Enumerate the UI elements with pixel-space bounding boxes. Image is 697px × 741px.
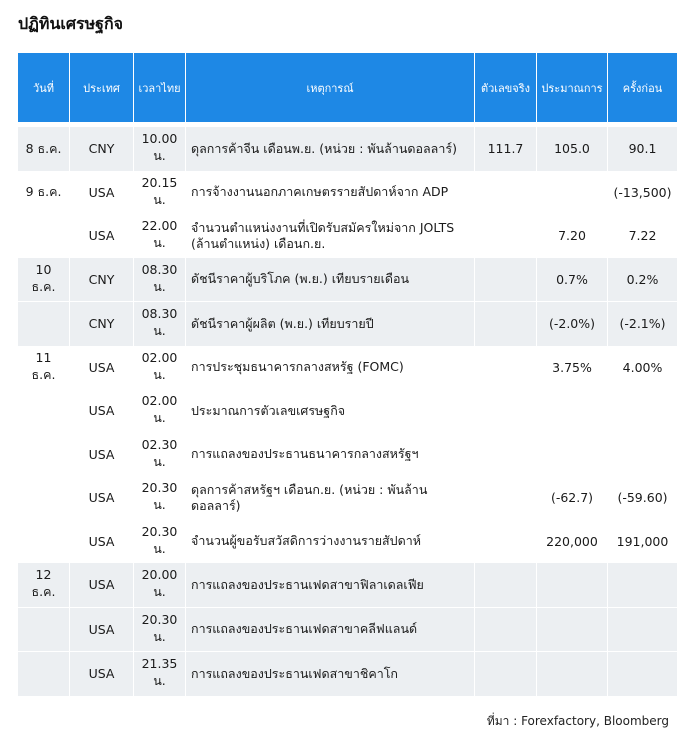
row-time: 08.30 น. xyxy=(134,301,186,346)
row-date: 11 ธ.ค. xyxy=(18,346,70,390)
row-actual xyxy=(475,651,537,696)
row-time: 20.00 น. xyxy=(134,563,186,607)
row-event: การแถลงของประธานเฟดสาขาคลีฟแลนด์ xyxy=(186,607,475,652)
row-actual xyxy=(475,346,537,390)
row-forecast: 105.0 xyxy=(537,127,608,171)
row-date xyxy=(18,301,70,346)
row-time: 20.30 น. xyxy=(134,520,186,564)
row-forecast xyxy=(537,563,608,607)
row-event: ดัชนีราคาผู้ผลิต (พ.ย.) เทียบรายปี xyxy=(186,301,475,346)
row-date: 8 ธ.ค. xyxy=(18,127,70,171)
row-forecast xyxy=(537,607,608,652)
row-event: การแถลงของประธานเฟดสาขาชิคาโก xyxy=(186,651,475,696)
row-country: USA xyxy=(70,346,134,390)
row-previous xyxy=(608,433,677,477)
row-event: การแถลงของประธานธนาคารกลางสหรัฐฯ xyxy=(186,433,475,477)
header-actual: ตัวเลขจริง xyxy=(475,53,537,122)
row-forecast xyxy=(537,651,608,696)
header-previous: ครั้งก่อน xyxy=(608,53,677,122)
row-country: CNY xyxy=(70,301,134,346)
row-country: USA xyxy=(70,476,134,520)
row-previous xyxy=(608,563,677,607)
row-time: 02.00 น. xyxy=(134,389,186,433)
row-forecast: 0.7% xyxy=(537,258,608,302)
row-date: 12 ธ.ค. xyxy=(18,563,70,607)
row-previous: 4.00% xyxy=(608,346,677,390)
header-country: ประเทศ xyxy=(70,53,134,122)
row-time: 08.30 น. xyxy=(134,258,186,302)
row-forecast: 220,000 xyxy=(537,520,608,564)
page-title: ปฏิทินเศรษฐกิจ xyxy=(18,14,124,33)
row-time: 10.00 น. xyxy=(134,127,186,171)
table-row xyxy=(18,389,677,433)
row-date xyxy=(18,607,70,652)
row-country: USA xyxy=(70,389,134,433)
row-previous xyxy=(608,389,677,433)
row-previous: 0.2% xyxy=(608,258,677,302)
table-row xyxy=(18,563,677,607)
row-time: 21.35 น. xyxy=(134,651,186,696)
row-country: USA xyxy=(70,563,134,607)
row-date xyxy=(18,520,70,564)
row-actual xyxy=(475,301,537,346)
row-event: ประมาณการตัวเลขเศรษฐกิจ xyxy=(186,389,475,433)
row-date xyxy=(18,651,70,696)
row-country: USA xyxy=(70,651,134,696)
row-country: USA xyxy=(70,433,134,477)
row-country: USA xyxy=(70,520,134,564)
row-date: 9 ธ.ค. xyxy=(18,171,70,215)
table-row xyxy=(18,171,677,215)
row-actual xyxy=(475,476,537,520)
row-previous: (-2.1%) xyxy=(608,301,677,346)
header-forecast: ประมาณการ xyxy=(537,53,608,122)
row-previous xyxy=(608,651,677,696)
economic-calendar-table xyxy=(18,53,677,696)
header-date: วันที่ xyxy=(18,53,70,122)
row-forecast: 3.75% xyxy=(537,346,608,390)
row-previous: (-59.60) xyxy=(608,476,677,520)
row-date xyxy=(18,214,70,258)
row-actual xyxy=(475,258,537,302)
table-row xyxy=(18,346,677,390)
table-row xyxy=(18,433,677,477)
row-forecast: 7.20 xyxy=(537,214,608,258)
row-event: การแถลงของประธานเฟดสาขาฟิลาเดลเฟีย xyxy=(186,563,475,607)
row-event: ดุลการค้าจีน เดือนพ.ย. (หน่วย : พันล้านดอลลาร์) xyxy=(186,127,475,171)
source-note: ที่มา : Forexfactory, Bloomberg xyxy=(486,714,669,728)
row-forecast: (-2.0%) xyxy=(537,301,608,346)
table-row xyxy=(18,520,677,564)
row-event: ดัชนีราคาผู้บริโภค (พ.ย.) เทียบรายเดือน xyxy=(186,258,475,302)
row-forecast xyxy=(537,389,608,433)
table-header xyxy=(18,53,677,122)
row-date xyxy=(18,476,70,520)
row-actual: 111.7 xyxy=(475,127,537,171)
row-actual xyxy=(475,520,537,564)
table-row xyxy=(18,607,677,652)
row-previous: 191,000 xyxy=(608,520,677,564)
row-country: USA xyxy=(70,171,134,215)
row-actual xyxy=(475,563,537,607)
row-actual xyxy=(475,607,537,652)
row-event: การประชุมธนาคารกลางสหรัฐ (FOMC) xyxy=(186,346,475,390)
row-country: USA xyxy=(70,214,134,258)
row-event: การจ้างงานนอกภาคเกษตรรายสัปดาห์จาก ADP xyxy=(186,171,475,215)
row-time: 20.30 น. xyxy=(134,476,186,520)
row-time: 20.15 น. xyxy=(134,171,186,215)
row-country: CNY xyxy=(70,258,134,302)
header-event: เหตุการณ์ xyxy=(186,53,475,122)
row-actual xyxy=(475,171,537,215)
row-forecast xyxy=(537,171,608,215)
row-previous: 7.22 xyxy=(608,214,677,258)
row-event: จำนวนตำแหน่งงานที่เปิดรับสมัครใหม่จาก JOLTS (ล้านตำแหน่ง) เดือนก.ย. xyxy=(186,214,475,258)
row-previous: (-13,500) xyxy=(608,171,677,215)
row-event: จำนวนผู้ขอรับสวัสดิการว่างงานรายสัปดาห์ xyxy=(186,520,475,564)
row-date xyxy=(18,389,70,433)
row-previous xyxy=(608,607,677,652)
table-row xyxy=(18,214,677,258)
table-row xyxy=(18,651,677,696)
row-actual xyxy=(475,389,537,433)
row-country: USA xyxy=(70,607,134,652)
row-forecast xyxy=(537,433,608,477)
row-actual xyxy=(475,433,537,477)
table-row xyxy=(18,476,677,520)
table-row xyxy=(18,127,677,171)
row-event: ดุลการค้าสหรัฐฯ เดือนก.ย. (หน่วย : พันล้านดอลลาร์) xyxy=(186,476,475,520)
table-row xyxy=(18,258,677,302)
row-time: 22.00 น. xyxy=(134,214,186,258)
row-forecast: (-62.7) xyxy=(537,476,608,520)
header-time: เวลาไทย xyxy=(134,53,186,122)
row-time: 20.30 น. xyxy=(134,607,186,652)
row-country: CNY xyxy=(70,127,134,171)
row-time: 02.30 น. xyxy=(134,433,186,477)
row-actual xyxy=(475,214,537,258)
row-previous: 90.1 xyxy=(608,127,677,171)
row-date xyxy=(18,433,70,477)
table-body xyxy=(18,122,677,696)
row-time: 02.00 น. xyxy=(134,346,186,390)
row-date: 10 ธ.ค. xyxy=(18,258,70,302)
table-row xyxy=(18,301,677,346)
